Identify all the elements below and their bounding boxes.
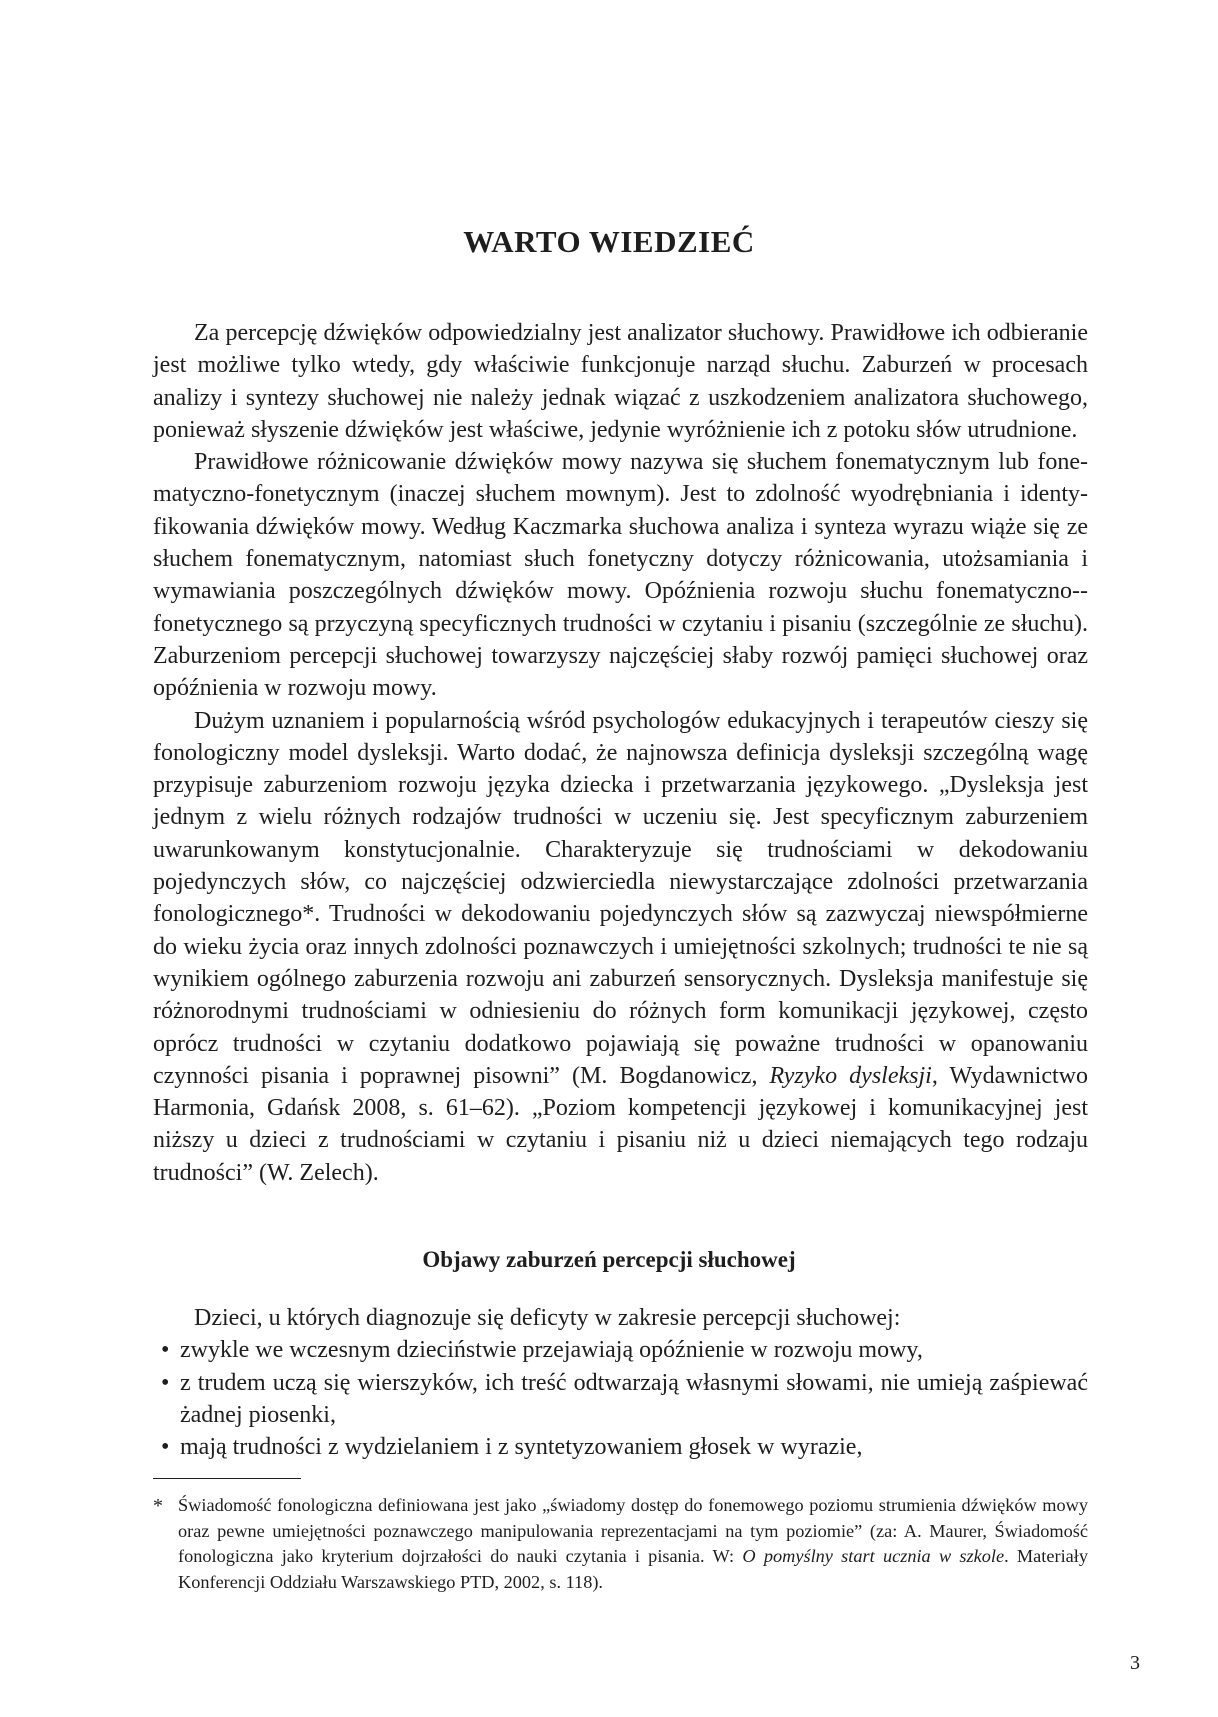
footnote-run: Świadomość fonologiczna definiowana jest jako „świadomy dostęp do fonemowego poziomu strumienia dźwięków mowy oraz pewne umiejętności poznawczego manipulowania reprezentacjami na tym poziomie” (za: A. Maurer, Świadomość fonologiczna jako kryterium dojrzałości do nauki czytania i pisania. W: — [178, 1495, 1088, 1566]
footnote-mark: * — [153, 1495, 163, 1517]
paragraph-run: , Wydawnictwo Harmonia, Gdańsk 2008, s. 61–62). „Poziom kompetencji językowej i komunikacyjnej jest niższy u dzieci z trudnościami w czytaniu i pisaniu niż u dzieci niemających tego rodzaju trudności” (W. Zelech). — [153, 1062, 1088, 1186]
list-item-text: z trudem uczą się wierszyków, ich treść odtwarzają własnymi słowami, nie umieją zaśpiewać żadnej piosenki, — [180, 1369, 1088, 1428]
body-text — [153, 317, 1088, 1189]
section-intro: Dzieci, u których diagnozuje się deficyty w zakresie percepcji słuchowej: — [194, 1305, 901, 1331]
page-title: WARTO WIEDZIEĆ — [463, 224, 755, 259]
list-item — [153, 1334, 1088, 1366]
list-item — [153, 1431, 1088, 1463]
section-heading: Objawy zaburzeń percepcji słuchowej — [422, 1247, 796, 1272]
bullet-icon: • — [161, 1434, 170, 1461]
footnote-divider — [153, 1478, 301, 1479]
footnote-text — [153, 1493, 1088, 1595]
footnote-italic-run: O pomyślny start ucznia w szkole — [742, 1546, 1005, 1566]
list-item-text: mają trudności z wydzielaniem i z syntetyzowaniem głosek w wyrazie, — [180, 1434, 863, 1461]
bullet-icon: • — [161, 1369, 170, 1396]
symptoms-list — [153, 1334, 1088, 1463]
page-number: 3 — [1130, 1652, 1140, 1674]
paragraph-run: Prawidłowe różnicowanie dźwięków mowy nazywa się słuchem fonematycznym lub fonematyczno-fonetycznym (inaczej słuchem mownym). Jest to zdolność wyodrębniania i identyfikowania dźwięków mowy. Według Kaczmarka słuchowa analiza i synteza wyrazu wiąże się ze słuchem fonematycznym, natomiast słuch fonetyczny dotyczy różnicowania, utożsamiania i wymawiania poszczególnych dźwięków mowy. Opóźnienia rozwoju słuchu fonematyczno-fonetycznego są przyczyną specyficznych trudności w czytaniu i pisaniu (szczególnie ze słuchu). Zaburzeniom percepcji słuchowej towarzyszy najczęściej słaby rozwój pamięci słuchowej oraz opóźnienia w rozwoju mowy. — [153, 449, 1088, 702]
footnote — [153, 1493, 1088, 1595]
symptoms-section — [153, 1302, 1088, 1463]
paragraph — [153, 446, 1088, 704]
paragraph — [153, 705, 1088, 1189]
paragraph-run: Dużym uznaniem i popularnością wśród psychologów edukacyjnych i terapeutów cieszy się fonologiczny model dysleksji. Warto dodać, że najnowsza definicja dysleksji szczególną wagę przypisuje zaburzeniom rozwoju języka dziecka i przetwarzania językowego. „Dysleksja jest jednym z wielu różnych rodzajów trudności w uczeniu się. Jest specyficznym zaburzeniem uwarunkowanym konstytucjonalnie. Charakteryzuje się trudnościami w dekodowaniu pojedynczych słów, co najczęściej odzwierciedla niewystarczające zdolności przetwarzania fonologicznego*. Trudności w dekodowaniu pojedynczych słów są zazwyczaj niewspółmierne do wieku życia oraz innych zdolności poznawczych i umiejętności szkolnych; trudności te nie są wynikiem ogólnego zaburzenia rozwoju ani zaburzeń sensorycznych. Dysleksja manifestuje się różnorodnymi trudnościami w odniesieniu do różnych form komunikacji językowej, często oprócz trudności w czytaniu dodatkowo pojawiają się poważne trudności w opanowaniu czynności pisania i poprawnej pisowni” (M. Bogdanowicz, — [153, 707, 1088, 1089]
paragraph — [153, 317, 1088, 446]
footnote-run: . Materiały Konferencji Oddziału Warszawskiego PTD, 2002, s. 118). — [178, 1546, 1088, 1592]
list-item — [153, 1367, 1088, 1432]
bullet-icon: • — [161, 1337, 170, 1364]
list-item-text: zwykle we wczesnym dzieciństwie przejawiają opóźnienie w rozwoju mowy, — [180, 1337, 923, 1364]
paragraph-run: Za percepcję dźwięków odpowiedzialny jest analizator słuchowy. Prawidłowe ich odbieranie jest możliwe tylko wtedy, gdy właściwie funkcjonuje narząd słuchu. Zaburzeń w procesach analizy i syntezy słuchowej nie należy jednak wiązać z uszkodzeniem analizatora słuchowego, ponieważ słyszenie dźwięków jest właściwe, jedynie wyróżnienie ich z potoku słów utrudnione. — [153, 320, 1088, 443]
paragraph-italic-run: Ryzyko dysleksji — [769, 1062, 932, 1089]
